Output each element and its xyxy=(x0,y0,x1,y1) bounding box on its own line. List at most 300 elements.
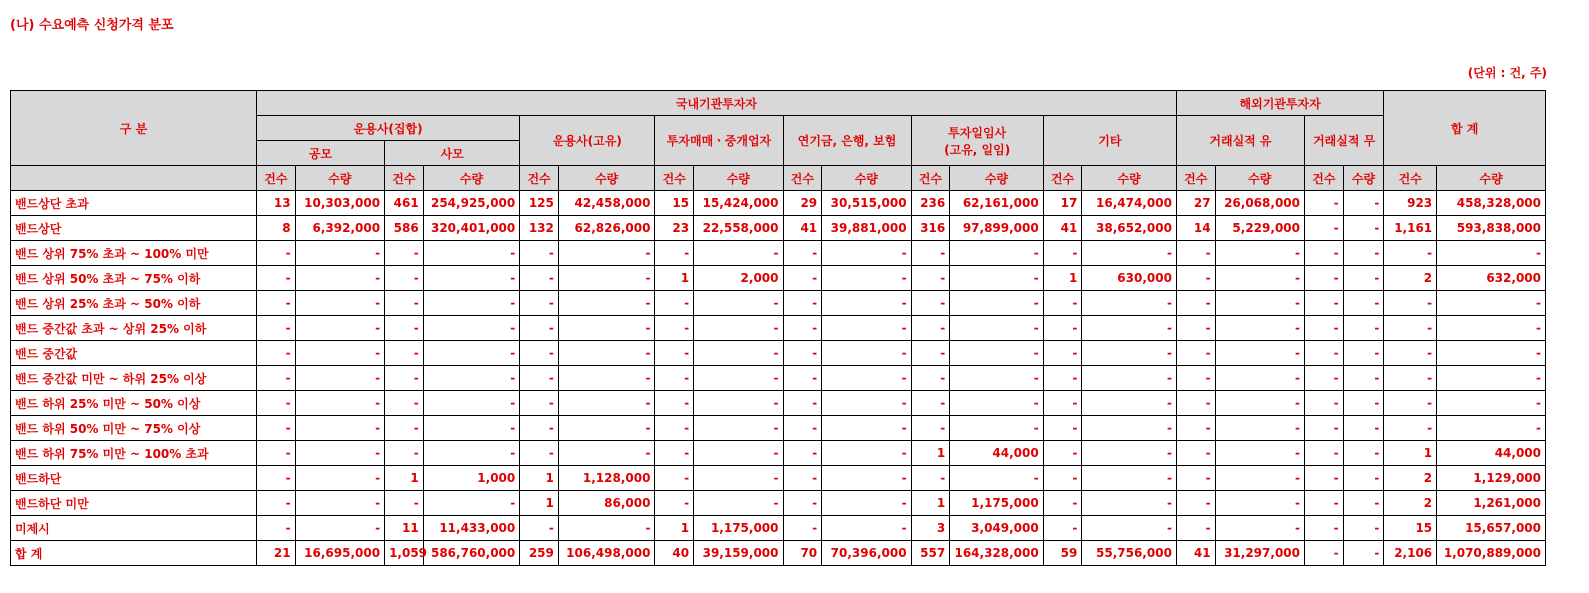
count-cell: - xyxy=(1043,416,1082,441)
count-cell: - xyxy=(783,441,822,466)
qty-cell: - xyxy=(1343,191,1384,216)
count-cell: - xyxy=(1176,366,1215,391)
count-cell: - xyxy=(1043,466,1082,491)
count-cell: 132 xyxy=(520,216,559,241)
count-cell: - xyxy=(1305,541,1344,566)
qty-cell: 320,401,000 xyxy=(423,216,520,241)
count-cell: - xyxy=(1305,291,1344,316)
count-cell: - xyxy=(1176,466,1215,491)
count-cell: - xyxy=(520,341,559,366)
qty-cell: 11,433,000 xyxy=(423,516,520,541)
table-row xyxy=(11,416,1546,441)
count-cell: - xyxy=(256,416,295,441)
qty-cell: - xyxy=(822,466,911,491)
row-label: 밴드하단 xyxy=(11,466,257,491)
count-cell: - xyxy=(1176,516,1215,541)
qty-cell: - xyxy=(423,341,520,366)
qty-cell: - xyxy=(558,266,655,291)
qty-cell: - xyxy=(950,316,1044,341)
qty-cell: 10,303,000 xyxy=(295,191,384,216)
count-cell: - xyxy=(1305,441,1344,466)
qty-cell: - xyxy=(822,416,911,441)
count-cell: - xyxy=(256,266,295,291)
count-cell: - xyxy=(655,316,694,341)
qty-cell: - xyxy=(295,341,384,366)
qty-cell: - xyxy=(295,316,384,341)
count-cell: - xyxy=(783,416,822,441)
count-cell: - xyxy=(783,366,822,391)
qty-cell: 1,175,000 xyxy=(950,491,1044,516)
qty-cell: - xyxy=(822,366,911,391)
demand-forecast-table xyxy=(10,90,1546,566)
qty-cell: 62,826,000 xyxy=(558,216,655,241)
qty-cell: - xyxy=(1343,416,1384,441)
count-cell: 41 xyxy=(1043,216,1082,241)
qty-cell: - xyxy=(295,441,384,466)
count-cell: - xyxy=(655,366,694,391)
table-body xyxy=(11,191,1546,566)
qty-cell: - xyxy=(1215,391,1304,416)
count-cell: - xyxy=(256,491,295,516)
count-cell: - xyxy=(1176,341,1215,366)
header-investment-advisory xyxy=(911,116,1043,166)
count-cell: 1 xyxy=(655,516,694,541)
qty-cell: - xyxy=(1215,466,1304,491)
count-cell: 2 xyxy=(1384,491,1437,516)
qty-cell: 630,000 xyxy=(1082,266,1177,291)
count-cell: - xyxy=(1043,366,1082,391)
qty-cell: 593,838,000 xyxy=(1437,216,1546,241)
qty-cell: - xyxy=(1437,366,1546,391)
count-cell: - xyxy=(256,316,295,341)
count-header: 건수 xyxy=(655,166,694,191)
qty-cell: - xyxy=(950,391,1044,416)
header-broker: 투자매매ㆍ중개업자 xyxy=(655,116,783,166)
count-cell: - xyxy=(783,316,822,341)
count-cell: - xyxy=(1043,341,1082,366)
count-cell: - xyxy=(520,266,559,291)
count-cell: 2 xyxy=(1384,466,1437,491)
table-row xyxy=(11,266,1546,291)
count-cell: 316 xyxy=(911,216,950,241)
qty-cell: 44,000 xyxy=(1437,441,1546,466)
count-cell: 29 xyxy=(783,191,822,216)
count-header: 건수 xyxy=(1043,166,1082,191)
count-cell: - xyxy=(911,466,950,491)
count-cell: 21 xyxy=(256,541,295,566)
count-cell: - xyxy=(256,291,295,316)
count-cell: - xyxy=(1384,416,1437,441)
count-cell: 259 xyxy=(520,541,559,566)
qty-cell: - xyxy=(1343,366,1384,391)
count-cell: 1 xyxy=(520,491,559,516)
qty-header: 수량 xyxy=(1343,166,1384,191)
count-cell: 2,106 xyxy=(1384,541,1437,566)
qty-cell: 31,297,000 xyxy=(1215,541,1304,566)
count-cell: 8 xyxy=(256,216,295,241)
header-with-record: 거래실적 유 xyxy=(1176,116,1304,166)
count-cell: - xyxy=(1043,516,1082,541)
count-cell: - xyxy=(520,316,559,341)
count-cell: - xyxy=(783,516,822,541)
row-label: 밴드 중간값 초과 ~ 상위 25% 이하 xyxy=(11,316,257,341)
count-cell: - xyxy=(1305,516,1344,541)
count-cell: - xyxy=(783,266,822,291)
count-header: 건수 xyxy=(911,166,950,191)
qty-cell: - xyxy=(423,316,520,341)
qty-cell: - xyxy=(1082,241,1177,266)
count-cell: 23 xyxy=(655,216,694,241)
count-cell: - xyxy=(911,241,950,266)
qty-cell: 1,000 xyxy=(423,466,520,491)
qty-cell: 254,925,000 xyxy=(423,191,520,216)
qty-cell: 16,695,000 xyxy=(295,541,384,566)
count-header: 건수 xyxy=(256,166,295,191)
qty-cell: 70,396,000 xyxy=(822,541,911,566)
count-cell: 14 xyxy=(1176,216,1215,241)
qty-cell: - xyxy=(1215,416,1304,441)
count-cell: - xyxy=(1305,391,1344,416)
count-cell: - xyxy=(520,391,559,416)
header-pension: 연기금, 은행, 보험 xyxy=(783,116,911,166)
qty-cell: - xyxy=(1437,316,1546,341)
row-label: 밴드 중간값 미만 ~ 하위 25% 이상 xyxy=(11,366,257,391)
qty-cell: 164,328,000 xyxy=(950,541,1044,566)
qty-header: 수량 xyxy=(950,166,1044,191)
header-foreign: 해외기관투자자 xyxy=(1176,91,1383,116)
count-cell: - xyxy=(655,291,694,316)
count-cell: - xyxy=(385,391,424,416)
header-private: 사모 xyxy=(385,141,520,166)
qty-cell: 15,657,000 xyxy=(1437,516,1546,541)
qty-cell: - xyxy=(1082,416,1177,441)
qty-cell: 44,000 xyxy=(950,441,1044,466)
count-cell: - xyxy=(783,466,822,491)
subheader-row xyxy=(11,166,1546,191)
count-cell: - xyxy=(1305,491,1344,516)
qty-cell: - xyxy=(1343,391,1384,416)
qty-cell: - xyxy=(558,241,655,266)
qty-cell: - xyxy=(558,391,655,416)
qty-cell: - xyxy=(950,266,1044,291)
count-cell: - xyxy=(385,441,424,466)
row-label: 밴드 상위 75% 초과 ~ 100% 미만 xyxy=(11,241,257,266)
count-cell: - xyxy=(783,341,822,366)
qty-cell: - xyxy=(1343,441,1384,466)
count-cell: - xyxy=(385,316,424,341)
qty-header: 수량 xyxy=(295,166,384,191)
page-title: (나) 수요예측 신청가격 분포 xyxy=(10,18,174,33)
table-row xyxy=(11,441,1546,466)
count-cell: - xyxy=(911,291,950,316)
qty-cell: 5,229,000 xyxy=(1215,216,1304,241)
gubun-subheader-blank xyxy=(11,166,257,191)
qty-cell: - xyxy=(822,241,911,266)
qty-cell: - xyxy=(558,441,655,466)
count-cell: - xyxy=(1305,341,1344,366)
qty-cell: 586,760,000 xyxy=(423,541,520,566)
qty-cell: - xyxy=(295,516,384,541)
count-cell: - xyxy=(385,266,424,291)
qty-cell: - xyxy=(1082,341,1177,366)
count-cell: 1 xyxy=(385,466,424,491)
qty-cell: - xyxy=(1343,266,1384,291)
header-other: 기타 xyxy=(1043,116,1176,166)
count-cell: - xyxy=(1176,266,1215,291)
count-cell: - xyxy=(256,391,295,416)
qty-cell: - xyxy=(295,391,384,416)
count-cell: - xyxy=(1305,191,1344,216)
qty-cell: - xyxy=(1215,266,1304,291)
qty-cell: - xyxy=(694,391,783,416)
count-cell: - xyxy=(1384,316,1437,341)
count-cell: - xyxy=(655,416,694,441)
qty-cell: 26,068,000 xyxy=(1215,191,1304,216)
header-without-record: 거래실적 무 xyxy=(1305,116,1384,166)
count-cell: - xyxy=(911,266,950,291)
count-cell: 15 xyxy=(655,191,694,216)
qty-cell: - xyxy=(1215,366,1304,391)
qty-cell: - xyxy=(1343,541,1384,566)
row-label: 밴드상단 xyxy=(11,216,257,241)
count-cell: - xyxy=(1176,391,1215,416)
count-cell: - xyxy=(520,416,559,441)
qty-cell: 1,070,889,000 xyxy=(1437,541,1546,566)
qty-header: 수량 xyxy=(822,166,911,191)
count-cell: - xyxy=(1384,366,1437,391)
count-cell: - xyxy=(1305,316,1344,341)
qty-cell: - xyxy=(423,291,520,316)
count-cell: - xyxy=(783,391,822,416)
count-cell: - xyxy=(1384,341,1437,366)
qty-cell: - xyxy=(295,366,384,391)
count-cell: - xyxy=(655,241,694,266)
row-label: 밴드 하위 75% 미만 ~ 100% 초과 xyxy=(11,441,257,466)
count-cell: 1 xyxy=(1384,441,1437,466)
qty-cell: - xyxy=(295,416,384,441)
count-cell: 2 xyxy=(1384,266,1437,291)
count-cell: - xyxy=(385,341,424,366)
qty-cell: - xyxy=(950,241,1044,266)
qty-cell: 97,899,000 xyxy=(950,216,1044,241)
table-row xyxy=(11,491,1546,516)
count-cell: 1,059 xyxy=(385,541,424,566)
header-asset-own: 운용사(고유) xyxy=(520,116,655,166)
count-cell: - xyxy=(1305,466,1344,491)
header-asset-collective: 운용사(집합) xyxy=(256,116,519,141)
count-cell: - xyxy=(783,491,822,516)
qty-cell: - xyxy=(295,241,384,266)
count-cell: - xyxy=(655,391,694,416)
qty-cell: 15,424,000 xyxy=(694,191,783,216)
qty-cell: - xyxy=(1082,391,1177,416)
row-label: 밴드상단 초과 xyxy=(11,191,257,216)
count-cell: - xyxy=(911,316,950,341)
qty-cell: 38,652,000 xyxy=(1082,216,1177,241)
qty-cell: - xyxy=(822,441,911,466)
qty-cell: - xyxy=(423,416,520,441)
qty-cell: - xyxy=(950,291,1044,316)
qty-cell: - xyxy=(423,241,520,266)
count-cell: 1 xyxy=(911,441,950,466)
qty-cell: - xyxy=(1215,491,1304,516)
qty-cell: - xyxy=(694,366,783,391)
count-cell: - xyxy=(1176,316,1215,341)
qty-cell: - xyxy=(1082,291,1177,316)
row-label: 밴드 상위 50% 초과 ~ 75% 이하 xyxy=(11,266,257,291)
count-cell: - xyxy=(1043,491,1082,516)
qty-cell: - xyxy=(295,266,384,291)
qty-cell: 1,261,000 xyxy=(1437,491,1546,516)
table-row xyxy=(11,541,1546,566)
qty-cell: 6,392,000 xyxy=(295,216,384,241)
count-cell: - xyxy=(1043,291,1082,316)
table-row xyxy=(11,291,1546,316)
qty-cell: - xyxy=(1215,316,1304,341)
row-label: 미제시 xyxy=(11,516,257,541)
qty-cell: - xyxy=(295,291,384,316)
qty-cell: 3,049,000 xyxy=(950,516,1044,541)
qty-cell: - xyxy=(1082,366,1177,391)
count-cell: - xyxy=(385,366,424,391)
header-total: 합 계 xyxy=(1384,91,1546,166)
count-cell: 125 xyxy=(520,191,559,216)
qty-cell: - xyxy=(423,491,520,516)
count-cell: - xyxy=(520,441,559,466)
qty-cell: - xyxy=(558,341,655,366)
count-cell: 70 xyxy=(783,541,822,566)
qty-cell: - xyxy=(822,316,911,341)
count-cell: 41 xyxy=(1176,541,1215,566)
count-cell: 557 xyxy=(911,541,950,566)
qty-header: 수량 xyxy=(558,166,655,191)
qty-cell: 632,000 xyxy=(1437,266,1546,291)
qty-cell: - xyxy=(694,466,783,491)
qty-cell: - xyxy=(1082,441,1177,466)
qty-cell: - xyxy=(1343,216,1384,241)
qty-cell: 39,881,000 xyxy=(822,216,911,241)
count-cell: - xyxy=(783,291,822,316)
table-row xyxy=(11,191,1546,216)
qty-cell: - xyxy=(822,391,911,416)
count-cell: 461 xyxy=(385,191,424,216)
count-cell: - xyxy=(1043,441,1082,466)
qty-cell: - xyxy=(558,291,655,316)
table-row xyxy=(11,216,1546,241)
count-cell: 923 xyxy=(1384,191,1437,216)
qty-cell: - xyxy=(423,266,520,291)
qty-header: 수량 xyxy=(1215,166,1304,191)
qty-cell: - xyxy=(694,241,783,266)
count-cell: - xyxy=(655,341,694,366)
qty-cell: - xyxy=(694,416,783,441)
table-row xyxy=(11,341,1546,366)
qty-cell: - xyxy=(694,341,783,366)
qty-cell: - xyxy=(822,291,911,316)
count-cell: - xyxy=(256,241,295,266)
unit-note: (단위 : 건, 주) xyxy=(1467,66,1547,80)
qty-cell: - xyxy=(1437,291,1546,316)
count-cell: - xyxy=(911,416,950,441)
count-cell: - xyxy=(520,291,559,316)
count-header: 건수 xyxy=(1305,166,1344,191)
count-cell: - xyxy=(1176,291,1215,316)
qty-cell: 1,175,000 xyxy=(694,516,783,541)
count-cell: 236 xyxy=(911,191,950,216)
count-cell: 41 xyxy=(783,216,822,241)
qty-cell: 16,474,000 xyxy=(1082,191,1177,216)
table-row xyxy=(11,316,1546,341)
row-label: 밴드 하위 50% 미만 ~ 75% 이상 xyxy=(11,416,257,441)
qty-cell: 1,129,000 xyxy=(1437,466,1546,491)
count-cell: - xyxy=(1305,241,1344,266)
count-cell: - xyxy=(1176,241,1215,266)
qty-cell: - xyxy=(423,366,520,391)
count-cell: - xyxy=(1384,241,1437,266)
qty-header: 수량 xyxy=(1437,166,1546,191)
qty-cell: - xyxy=(1215,341,1304,366)
count-cell: - xyxy=(655,466,694,491)
count-cell: - xyxy=(1305,216,1344,241)
qty-cell: - xyxy=(694,291,783,316)
qty-cell: - xyxy=(1343,341,1384,366)
qty-cell: 1,128,000 xyxy=(558,466,655,491)
count-cell: - xyxy=(1305,366,1344,391)
qty-cell: - xyxy=(822,516,911,541)
table-row xyxy=(11,516,1546,541)
qty-cell: - xyxy=(950,466,1044,491)
count-cell: - xyxy=(385,291,424,316)
count-cell: - xyxy=(1176,491,1215,516)
qty-cell: - xyxy=(1437,241,1546,266)
count-cell: 59 xyxy=(1043,541,1082,566)
qty-cell: 39,159,000 xyxy=(694,541,783,566)
table-row xyxy=(11,466,1546,491)
qty-cell: - xyxy=(694,441,783,466)
count-cell: - xyxy=(911,341,950,366)
qty-cell: 30,515,000 xyxy=(822,191,911,216)
count-cell: - xyxy=(655,491,694,516)
count-header: 건수 xyxy=(385,166,424,191)
qty-cell: - xyxy=(1082,516,1177,541)
count-cell: 1 xyxy=(1043,266,1082,291)
header-gubun: 구 분 xyxy=(11,91,257,166)
qty-cell: 106,498,000 xyxy=(558,541,655,566)
count-cell: 40 xyxy=(655,541,694,566)
count-cell: - xyxy=(520,366,559,391)
count-cell: - xyxy=(1043,241,1082,266)
count-cell: - xyxy=(911,366,950,391)
count-header: 건수 xyxy=(783,166,822,191)
count-cell: - xyxy=(385,241,424,266)
qty-cell: - xyxy=(1343,516,1384,541)
qty-cell: - xyxy=(423,391,520,416)
count-cell: - xyxy=(256,441,295,466)
count-cell: - xyxy=(1176,441,1215,466)
qty-cell: - xyxy=(423,441,520,466)
count-cell: 13 xyxy=(256,191,295,216)
qty-cell: - xyxy=(1437,416,1546,441)
qty-cell: 458,328,000 xyxy=(1437,191,1546,216)
qty-cell: - xyxy=(950,416,1044,441)
count-cell: - xyxy=(1176,416,1215,441)
table-row xyxy=(11,366,1546,391)
qty-cell: - xyxy=(1082,466,1177,491)
count-header: 건수 xyxy=(1384,166,1437,191)
qty-cell: - xyxy=(558,366,655,391)
count-cell: - xyxy=(1305,416,1344,441)
row-label: 밴드 상위 25% 초과 ~ 50% 이하 xyxy=(11,291,257,316)
